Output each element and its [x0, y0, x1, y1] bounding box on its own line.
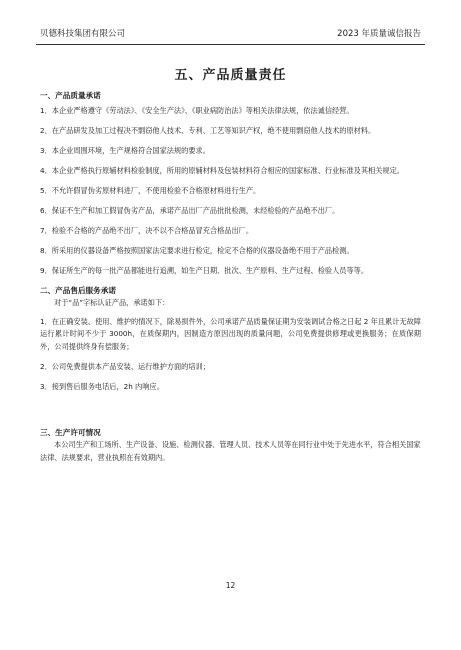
list-item: 7．检验不合格的产品绝不出厂，决不以不合格品冒充合格品出厂。 [40, 225, 254, 235]
company-name: 贝德科技集团有限公司 [40, 29, 126, 39]
section-intro: 本公司生产和工场所、生产设备、设施、检测仪器、管理人员、技术人员等在同行业中处于先进水平，符合相关国家法律、法规要求，营业执照在有效期内。 [40, 440, 421, 462]
list-item: 8．所采用的仪器设备严格按照国家法定要求进行检定，检定不合格的仪器设备绝不用于产品检测。 [40, 245, 354, 255]
list-item: 6．保证不生产和加工假冒伪劣产品，承诺产品出厂产品批批检测，未经检验的产品绝不出厂。 [40, 205, 340, 215]
header-divider [36, 44, 425, 45]
list-item: 5．不允许假冒伪劣原材料进厂，不使用检验不合格原材料进行生产。 [40, 185, 261, 195]
section-intro: 对于“品”字标认证产品，承诺如下： [54, 298, 170, 307]
list-item: 2．在产品研发及加工过程决不剽窃他人技术、专利、工艺等知识产权，绝不使用剽窃他人技术的原材料。 [40, 125, 376, 135]
document-body [40, 90, 421, 470]
section-title: 五、产品质量责任 [174, 68, 287, 83]
list-item: 2．公司免费提供本产品安装、运行维护方面的培训； [40, 361, 210, 371]
section-heading-after-sales: 二、产品售后服务承诺 [40, 285, 116, 295]
report-title: 2023 年质量诚信报告 [337, 29, 421, 39]
list-item: 3．接到售后服务电话后，2h 内响应。 [40, 381, 164, 391]
list-item: 1．本企业严格遵守《劳动法》、《安全生产法》、《职业病防治法》等相关法律法规，依法诚信经营。 [40, 105, 354, 115]
section-heading-production-license: 三、生产许可情况 [40, 427, 101, 437]
list-item: 1．在正确安装、使用、维护的情况下，除易损件外，公司承诺产品质量保证期为安装调试合格之日起 2 年且累计无故障运行累计时间不少于 3000h，在质保期内，因制造方原因出现的质量问题，公司免费提供修理或更换服务；在质保期外，公司提供终身有偿服务； [40, 316, 421, 351]
page-header [40, 27, 421, 41]
list-item: 4．本企业严格执行原辅材料检验制度，所用的原辅材料及包装材料符合相应的国家标准、行业标准及其相关规定。 [40, 165, 404, 175]
page-number: 12 [225, 581, 236, 590]
list-item: 3．本企业周围环境，生产规格符合国家法规的要求。 [40, 145, 210, 155]
list-item: 9．保证所生产的每一批产品都能进行追溯，如生产日期、批次、生产原料、生产过程、检验人员等等。 [40, 265, 369, 275]
section-heading-quality-commitment: 一、产品质量承诺 [40, 91, 101, 100]
